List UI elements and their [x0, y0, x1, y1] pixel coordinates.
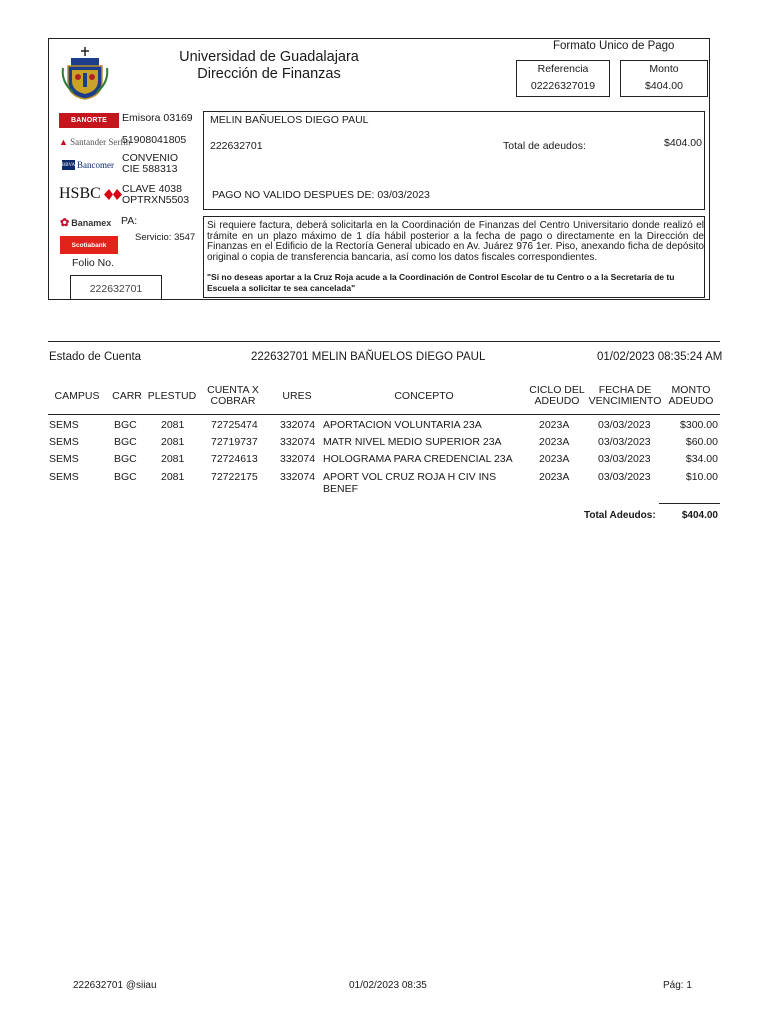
- pa-label: PA:: [121, 215, 138, 227]
- cell-concepto: APORTACION VOLUNTARIA 23A: [323, 419, 482, 431]
- bancomer-square-icon: BBVA: [62, 160, 75, 170]
- column-header-plestud: PLESTUD: [147, 390, 197, 402]
- cell-carr: BGC: [114, 453, 137, 465]
- santander-flame-icon: ▲: [59, 137, 68, 147]
- column-header-ures: URES: [282, 390, 312, 402]
- banamex-star-icon: ✿: [60, 217, 70, 229]
- cell-ures: 332074: [280, 471, 316, 483]
- cell-campus: SEMS: [49, 436, 79, 448]
- total-debt-value: $404.00: [664, 137, 702, 149]
- amount-value: $404.00: [645, 80, 683, 92]
- cell-ures: 332074: [280, 419, 316, 431]
- amount-label: Monto: [649, 63, 679, 75]
- university-crest-logo: [58, 46, 112, 100]
- amount-box: [620, 60, 708, 97]
- payer-name: MELIN BAÑUELOS DIEGO PAUL: [210, 114, 369, 126]
- folio-box: [70, 275, 162, 300]
- table-row: [0, 454, 768, 468]
- cell-cuenta: 72725474: [211, 419, 258, 431]
- statement-student: 222632701 MELIN BAÑUELOS DIEGO PAUL: [251, 351, 486, 363]
- total-divider: [659, 503, 720, 504]
- table-row: [0, 472, 768, 498]
- clave-optrxn: OPTRXN5503: [122, 194, 190, 206]
- cell-ciclo: 2023A: [539, 419, 570, 431]
- total-debt-label: Total de adeudos:: [503, 140, 586, 152]
- footer-page: Pág: 1: [663, 980, 692, 991]
- cell-fecha: 03/03/2023: [598, 453, 651, 465]
- cell-ciclo: 2023A: [539, 436, 570, 448]
- statement-datetime: 01/02/2023 08:35:24 AM: [597, 351, 723, 363]
- cell-cuenta: 72724613: [211, 453, 258, 465]
- total-adeudos-value: $404.00: [681, 510, 718, 521]
- cell-carr: BGC: [114, 436, 137, 448]
- banorte-logo: BANORTE: [59, 113, 119, 128]
- cell-monto: $10.00: [685, 471, 718, 483]
- convenio-cie: CIE 588313: [122, 163, 178, 175]
- cell-plestud: 2081: [161, 436, 185, 448]
- footer-user: 222632701 @siiau: [73, 980, 157, 991]
- hsbc-logo: HSBC: [59, 185, 122, 203]
- cell-campus: SEMS: [49, 471, 79, 483]
- cell-fecha: 03/03/2023: [598, 419, 651, 431]
- cell-concepto-continued: BENEF: [323, 483, 359, 495]
- reference-label: Referencia: [537, 63, 589, 75]
- format-title: Formato Unico de Pago: [553, 40, 675, 52]
- santander-logo: ▲ Santander Serfin: [59, 137, 131, 147]
- cell-fecha: 03/03/2023: [598, 471, 651, 483]
- cell-concepto: MATR NIVEL MEDIO SUPERIOR 23A: [323, 436, 502, 448]
- cell-campus: SEMS: [49, 419, 79, 431]
- cell-carr: BGC: [114, 419, 137, 431]
- table-header-divider: [48, 414, 720, 415]
- red-cross-notice: "Si no deseas aportar a la Cruz Roja acude a la Coordinación de Control Escolar de tu Centro o a la Secretaría de tu Escuela a solicitar te sea cancelada": [207, 272, 675, 293]
- column-header-monto: MONTO ADEUDO: [668, 384, 714, 407]
- servicio-label: Servicio: 3547: [135, 232, 196, 243]
- bancomer-logo: BBVA Bancomer: [61, 160, 114, 170]
- payer-code: 222632701: [210, 140, 263, 152]
- cell-ures: 332074: [280, 453, 316, 465]
- cell-carr: BGC: [114, 471, 137, 483]
- cell-plestud: 2081: [161, 453, 185, 465]
- convenio-label: CONVENIO: [122, 152, 179, 164]
- cell-ciclo: 2023A: [539, 471, 570, 483]
- cell-monto: $60.00: [685, 436, 718, 448]
- table-row: [0, 437, 768, 451]
- cell-plestud: 2081: [161, 471, 185, 483]
- reference-box: [516, 60, 610, 97]
- cell-plestud: 2081: [161, 419, 185, 431]
- cell-campus: SEMS: [49, 453, 79, 465]
- column-header-ciclo: CICLO DEL ADEUDO: [529, 384, 585, 407]
- statement-divider: [48, 341, 720, 342]
- column-header-campus: CAMPUS: [54, 390, 100, 402]
- footer-date: 01/02/2023 08:35: [349, 980, 427, 991]
- cell-ciclo: 2023A: [539, 453, 570, 465]
- banamex-logo: ✿ Banamex: [60, 217, 112, 229]
- university-name: Universidad de Guadalajara: [179, 49, 359, 65]
- folio-label: Folio No.: [72, 257, 115, 269]
- table-row: [0, 420, 768, 434]
- column-header-concepto: CONCEPTO: [394, 390, 454, 402]
- emisora-label: Emisora 03169: [122, 112, 193, 124]
- scotiabank-logo: Scotiabank: [60, 236, 118, 254]
- department-name: Dirección de Finanzas: [197, 66, 341, 82]
- reference-value: 02226327019: [530, 80, 596, 92]
- cell-cuenta: 72719737: [211, 436, 258, 448]
- clave-label: CLAVE 4038: [122, 183, 182, 195]
- column-header-cuenta: CUENTA X COBRAR: [207, 384, 259, 407]
- column-header-fecha: FECHA DE VENCIMIENTO: [588, 384, 662, 407]
- hsbc-hexagon-icon: [104, 189, 122, 200]
- folio-value: 222632701: [89, 283, 143, 295]
- statement-title: Estado de Cuenta: [49, 351, 142, 363]
- cell-monto: $34.00: [685, 453, 718, 465]
- cell-ures: 332074: [280, 436, 316, 448]
- invoice-notice: Si requiere factura, deberá solicitarla en la Coordinación de Finanzas del Centro Universitario donde realizó el trámite en un plazo máximo de 1 día hábil posterior a la fecha de pago o directamente en la Dirección de Finanzas en el Edificio de la Rectoría General ubicado en Av. Juárez 976 1er. Piso, anexando ficha de depósito original o copia de transferencia bancaria, así como los datos fiscales correspondientes.: [207, 220, 704, 263]
- total-adeudos-label: Total Adeudos:: [584, 510, 656, 521]
- column-header-carr: CARR: [112, 390, 142, 402]
- payment-deadline: PAGO NO VALIDO DESPUES DE: 03/03/2023: [212, 189, 430, 201]
- cell-concepto: HOLOGRAMA PARA CREDENCIAL 23A: [323, 453, 513, 465]
- cell-cuenta: 72722175: [211, 471, 258, 483]
- cell-concepto: APORT VOL CRUZ ROJA H CIV INS: [323, 471, 497, 483]
- santander-reference: 51908041805: [122, 134, 187, 146]
- cell-fecha: 03/03/2023: [598, 436, 651, 448]
- cell-monto: $300.00: [680, 419, 718, 431]
